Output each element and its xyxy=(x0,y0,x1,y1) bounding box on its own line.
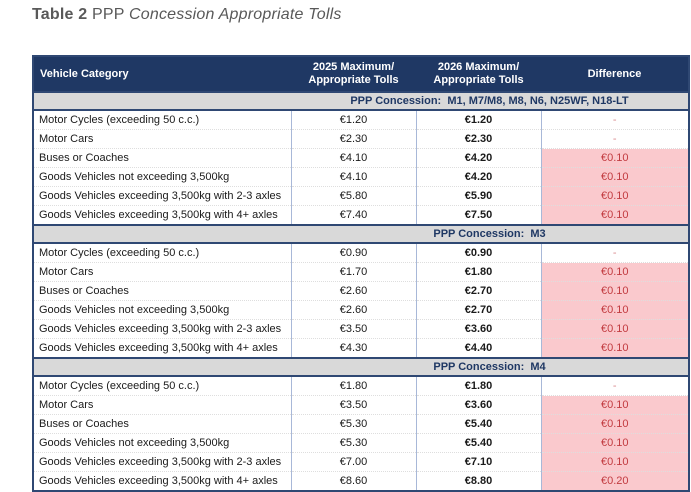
vehicle-category-cell: Motor Cycles (exceeding 50 c.c.) xyxy=(33,376,291,396)
section-band-row xyxy=(33,225,689,243)
difference-cell: €0.10 xyxy=(541,320,689,339)
section-band-row xyxy=(33,358,689,376)
tolls-table-header xyxy=(33,56,689,92)
table-caption-number: Table 2 xyxy=(32,6,88,23)
col-header-2026-line2: Appropriate Tolls xyxy=(433,74,524,86)
vehicle-category-cell: Motor Cars xyxy=(33,263,291,282)
toll-2026-cell: €8.80 xyxy=(416,472,541,492)
toll-row xyxy=(33,168,689,187)
toll-2026-cell: €4.40 xyxy=(416,339,541,359)
toll-row xyxy=(33,396,689,415)
difference-cell: €0.10 xyxy=(541,282,689,301)
toll-row xyxy=(33,339,689,359)
toll-2026-cell: €2.30 xyxy=(416,130,541,149)
col-header-2026-line1: 2026 Maximum/ xyxy=(437,61,520,73)
vehicle-category-cell: Goods Vehicles exceeding 3,500kg with 4+ axles xyxy=(33,206,291,226)
toll-2026-cell: €3.60 xyxy=(416,396,541,415)
toll-2025-cell: €7.00 xyxy=(291,453,416,472)
toll-row xyxy=(33,243,689,263)
vehicle-category-cell: Goods Vehicles exceeding 3,500kg with 4+ axles xyxy=(33,472,291,492)
difference-cell: €0.10 xyxy=(541,206,689,226)
vehicle-category-cell: Goods Vehicles exceeding 3,500kg with 2-3 axles xyxy=(33,320,291,339)
toll-row xyxy=(33,130,689,149)
col-header-2026-tolls xyxy=(416,56,541,92)
toll-2025-cell: €7.40 xyxy=(291,206,416,226)
vehicle-category-cell: Goods Vehicles exceeding 3,500kg with 2-3 axles xyxy=(33,453,291,472)
difference-cell: €0.10 xyxy=(541,396,689,415)
vehicle-category-cell: Motor Cycles (exceeding 50 c.c.) xyxy=(33,243,291,263)
vehicle-category-cell: Motor Cars xyxy=(33,396,291,415)
toll-row xyxy=(33,376,689,396)
difference-cell: - xyxy=(541,243,689,263)
toll-2026-cell: €3.60 xyxy=(416,320,541,339)
vehicle-category-cell: Goods Vehicles not exceeding 3,500kg xyxy=(33,168,291,187)
toll-2025-cell: €3.50 xyxy=(291,320,416,339)
toll-2026-cell: €1.80 xyxy=(416,263,541,282)
difference-cell: €0.10 xyxy=(541,434,689,453)
toll-2025-cell: €4.30 xyxy=(291,339,416,359)
toll-2025-cell: €2.60 xyxy=(291,282,416,301)
toll-2025-cell: €2.30 xyxy=(291,130,416,149)
toll-row xyxy=(33,320,689,339)
toll-row xyxy=(33,415,689,434)
toll-2026-cell: €4.20 xyxy=(416,149,541,168)
toll-2025-cell: €3.50 xyxy=(291,396,416,415)
toll-2025-cell: €0.90 xyxy=(291,243,416,263)
toll-2025-cell: €5.30 xyxy=(291,415,416,434)
toll-2026-cell: €1.80 xyxy=(416,376,541,396)
toll-2025-cell: €1.20 xyxy=(291,110,416,130)
vehicle-category-cell: Buses or Coaches xyxy=(33,149,291,168)
section-band-label: PPP Concession: M3 xyxy=(291,225,689,243)
section-band-label: PPP Concession: M1, M7/M8, M8, N6, N25WF, N18-LT xyxy=(291,92,689,110)
toll-row xyxy=(33,434,689,453)
vehicle-category-cell: Goods Vehicles not exceeding 3,500kg xyxy=(33,301,291,320)
difference-cell: €0.10 xyxy=(541,187,689,206)
difference-cell: €0.10 xyxy=(541,301,689,320)
toll-row xyxy=(33,453,689,472)
difference-cell: €0.10 xyxy=(541,339,689,359)
tolls-table-body xyxy=(33,92,689,491)
toll-2026-cell: €2.70 xyxy=(416,282,541,301)
toll-2025-cell: €8.60 xyxy=(291,472,416,492)
vehicle-category-cell: Goods Vehicles exceeding 3,500kg with 4+ axles xyxy=(33,339,291,359)
vehicle-category-cell: Buses or Coaches xyxy=(33,282,291,301)
section-band-label: PPP Concession: M4 xyxy=(291,358,689,376)
toll-2026-cell: €4.20 xyxy=(416,168,541,187)
tolls-table xyxy=(32,55,690,492)
toll-row xyxy=(33,472,689,492)
toll-2025-cell: €5.30 xyxy=(291,434,416,453)
section-band-row xyxy=(33,92,689,110)
vehicle-category-cell: Buses or Coaches xyxy=(33,415,291,434)
table-caption-ppp: PPP xyxy=(92,6,125,23)
col-header-2025-tolls xyxy=(291,56,416,92)
col-header-vehicle-category: Vehicle Category xyxy=(33,56,291,92)
toll-row xyxy=(33,110,689,130)
col-header-2025-line1: 2025 Maximum/ xyxy=(312,61,395,73)
toll-row xyxy=(33,263,689,282)
header-row xyxy=(33,56,689,92)
toll-2025-cell: €4.10 xyxy=(291,168,416,187)
toll-2026-cell: €2.70 xyxy=(416,301,541,320)
difference-cell: €0.10 xyxy=(541,453,689,472)
difference-cell: €0.20 xyxy=(541,472,689,492)
difference-cell: - xyxy=(541,130,689,149)
toll-2026-cell: €0.90 xyxy=(416,243,541,263)
toll-2025-cell: €1.70 xyxy=(291,263,416,282)
toll-2026-cell: €5.90 xyxy=(416,187,541,206)
section-band-spacer xyxy=(33,92,291,110)
difference-cell: €0.10 xyxy=(541,415,689,434)
section-band-spacer xyxy=(33,358,291,376)
vehicle-category-cell: Motor Cycles (exceeding 50 c.c.) xyxy=(33,110,291,130)
toll-row xyxy=(33,149,689,168)
difference-cell: - xyxy=(541,110,689,130)
toll-2025-cell: €1.80 xyxy=(291,376,416,396)
vehicle-category-cell: Goods Vehicles not exceeding 3,500kg xyxy=(33,434,291,453)
toll-row xyxy=(33,187,689,206)
toll-row xyxy=(33,206,689,226)
toll-2026-cell: €1.20 xyxy=(416,110,541,130)
toll-row xyxy=(33,282,689,301)
toll-2026-cell: €7.10 xyxy=(416,453,541,472)
table-caption-subtitle: Concession Appropriate Tolls xyxy=(129,6,342,23)
col-header-2025-line2: Appropriate Tolls xyxy=(308,74,399,86)
toll-2026-cell: €5.40 xyxy=(416,434,541,453)
toll-2026-cell: €7.50 xyxy=(416,206,541,226)
difference-cell: €0.10 xyxy=(541,263,689,282)
difference-cell: - xyxy=(541,376,689,396)
vehicle-category-cell: Motor Cars xyxy=(33,130,291,149)
toll-2025-cell: €2.60 xyxy=(291,301,416,320)
toll-2025-cell: €5.80 xyxy=(291,187,416,206)
difference-cell: €0.10 xyxy=(541,149,689,168)
difference-cell: €0.10 xyxy=(541,168,689,187)
toll-row xyxy=(33,301,689,320)
toll-2025-cell: €4.10 xyxy=(291,149,416,168)
table-caption xyxy=(32,4,342,26)
vehicle-category-cell: Goods Vehicles exceeding 3,500kg with 2-3 axles xyxy=(33,187,291,206)
col-header-difference: Difference xyxy=(541,56,689,92)
toll-2026-cell: €5.40 xyxy=(416,415,541,434)
section-band-spacer xyxy=(33,225,291,243)
